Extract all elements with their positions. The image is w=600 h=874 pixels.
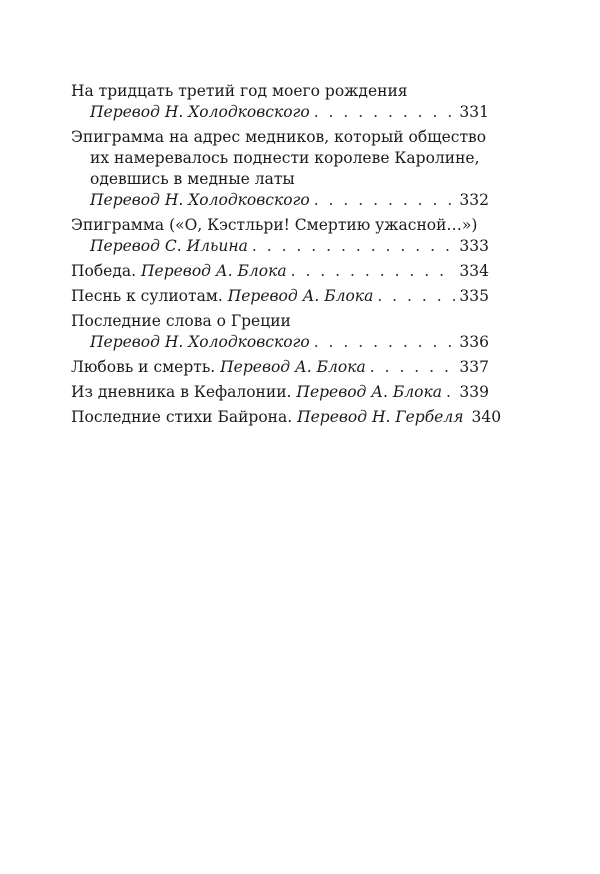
toc-entry[interactable] xyxy=(71,215,489,257)
toc-entry-page[interactable]: 337 xyxy=(459,358,489,376)
dot-leader xyxy=(314,190,456,211)
toc-entry-title: Эпиграмма на адрес медников, который общество xyxy=(71,128,487,146)
toc-entry-leader xyxy=(71,236,489,257)
dot-leader xyxy=(314,332,456,353)
toc-entry-translator: Перевод Н. Гербеля xyxy=(297,408,464,426)
toc-entry[interactable] xyxy=(71,357,489,378)
toc-entry-translator: Перевод А. Блока xyxy=(220,358,366,376)
toc-entry-translator: Перевод Н. Холодковского xyxy=(90,191,310,209)
toc-entry-page[interactable]: 339 xyxy=(459,383,489,401)
toc-entry-translator: Перевод С. Ильина xyxy=(90,237,248,255)
toc-entry[interactable] xyxy=(71,407,502,428)
toc-entry-translator: Перевод А. Блока xyxy=(141,262,287,280)
toc-entry[interactable] xyxy=(71,311,489,353)
toc-entry-leader xyxy=(71,286,489,307)
toc-entry-translator: Перевод Н. Холодковского xyxy=(90,103,310,121)
toc-entry-title-inline xyxy=(71,286,373,307)
toc-entry-leader xyxy=(71,261,489,282)
toc-entry-page[interactable]: 340 xyxy=(471,408,502,426)
toc-entry-translator: Перевод А. Блока xyxy=(227,287,374,305)
toc-entry-title: Победа. xyxy=(71,262,137,280)
toc-entry-title: Из дневника в Кефалонии. xyxy=(71,383,292,401)
dot-leader xyxy=(446,382,455,403)
toc-entry-title-inline xyxy=(71,357,366,378)
toc-entry-page[interactable]: 335 xyxy=(459,287,489,305)
dot-leader xyxy=(291,261,456,282)
toc-entry-translator: Перевод Н. Холодковского xyxy=(90,333,310,351)
dot-leader xyxy=(370,357,456,378)
toc-entry[interactable] xyxy=(71,261,489,282)
toc-entry-leader xyxy=(71,332,489,353)
toc-entry-title-continued: одевшись в медные латы xyxy=(90,170,295,188)
toc-entry-translator: Перевод А. Блока xyxy=(296,383,442,401)
toc-entry-leader xyxy=(71,190,489,211)
toc-entry-page[interactable]: 332 xyxy=(459,191,489,209)
toc-entry-title-inline xyxy=(71,407,463,428)
toc-entry[interactable] xyxy=(71,127,489,211)
toc-entry-title-inline xyxy=(71,261,287,282)
toc-entry-title-continued: их намеревалось поднести королеве Каролине, xyxy=(90,149,480,167)
toc-entry[interactable] xyxy=(71,81,489,123)
toc-entry-title: Последние слова о Греции xyxy=(71,312,291,330)
dot-leader xyxy=(252,236,456,257)
toc-entry-leader xyxy=(71,407,502,428)
dot-leader xyxy=(377,286,455,307)
toc-entry-page[interactable]: 331 xyxy=(459,103,489,121)
toc-entry-title: На тридцать третий год моего рождения xyxy=(71,82,408,100)
table-of-contents xyxy=(71,81,502,432)
toc-entry[interactable] xyxy=(71,382,489,403)
toc-entry-leader xyxy=(71,102,489,123)
dot-leader xyxy=(314,102,456,123)
toc-entry-leader xyxy=(71,357,489,378)
toc-entry-page[interactable]: 333 xyxy=(459,237,489,255)
toc-entry-title: Последние стихи Байрона. xyxy=(71,408,293,426)
toc-entry-title: Любовь и смерть. xyxy=(71,358,216,376)
toc-entry-page[interactable]: 334 xyxy=(459,262,489,280)
toc-entry-title: Песнь к сулиотам. xyxy=(71,287,223,305)
toc-entry-page[interactable]: 336 xyxy=(459,333,489,351)
toc-entry-title: Эпиграмма («О, Кэстльри! Смертию ужасной…») xyxy=(71,216,478,234)
toc-entry-title-inline xyxy=(71,382,442,403)
toc-entry[interactable] xyxy=(71,286,489,307)
toc-entry-leader xyxy=(71,382,489,403)
